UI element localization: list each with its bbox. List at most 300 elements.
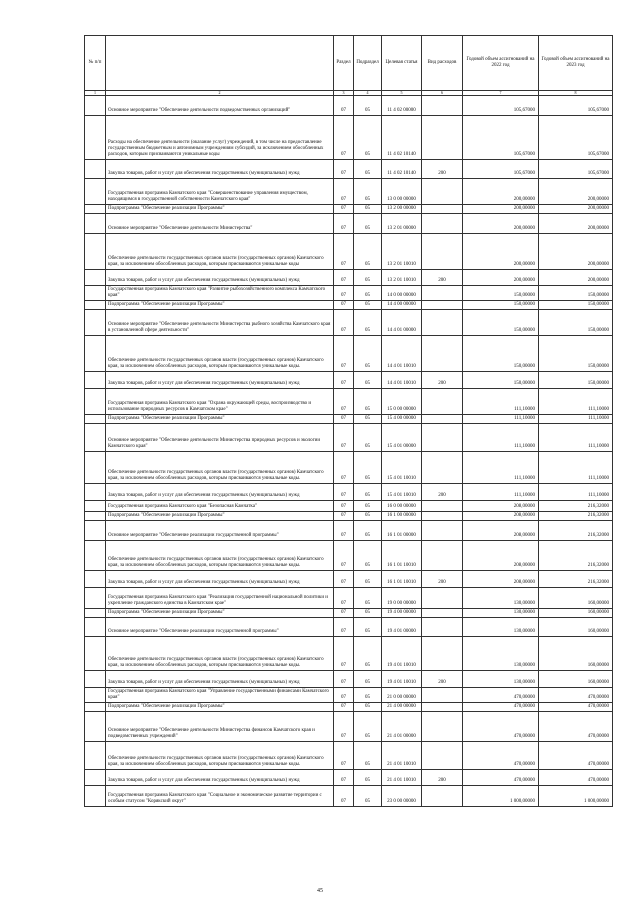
col-number: 2 (106, 91, 334, 96)
row-name-cell: Закупка товаров, работ и услуг для обеспечения государственных (муниципальных) нужд (106, 671, 334, 688)
row-section-cell: 07 (334, 372, 354, 389)
row-target-cell: 21 0 00 00000 (382, 688, 422, 703)
table-row (85, 301, 613, 310)
row-2022-cell: 470,00000 (463, 742, 539, 770)
row-number-cell (85, 588, 106, 609)
row-2022-cell: 130,00000 (463, 671, 539, 688)
row-subsection-cell: 05 (354, 609, 382, 618)
row-2022-cell: 111,10000 (463, 484, 539, 501)
row-exp-type-cell (422, 512, 463, 521)
row-2023-cell: 200,00000 (539, 179, 613, 205)
row-number-cell (85, 270, 106, 286)
row-exp-type-cell (422, 541, 463, 571)
row-2023-cell: 200,00000 (539, 205, 613, 214)
row-exp-type-cell (422, 609, 463, 618)
row-subsection-cell: 05 (354, 372, 382, 389)
row-section-cell: 07 (334, 671, 354, 688)
table-row (85, 703, 613, 712)
row-subsection-cell: 05 (354, 160, 382, 179)
row-subsection-cell: 05 (354, 415, 382, 424)
row-2022-cell: 150,00000 (463, 372, 539, 389)
row-subsection-cell: 05 (354, 671, 382, 688)
row-2022-cell: 130,00000 (463, 588, 539, 609)
row-number-cell (85, 521, 106, 541)
row-exp-type-cell (422, 501, 463, 512)
row-number-cell (85, 512, 106, 521)
table-row (85, 671, 613, 688)
row-exp-type-cell: 200 (422, 372, 463, 389)
row-2023-cell: 200,00000 (539, 234, 613, 270)
row-2023-cell: 470,00000 (539, 770, 613, 786)
row-subsection-cell: 05 (354, 234, 382, 270)
row-name-cell: Обеспечение деятельности государственных органов власти (государственных органов) Камчатского края, за исключением обособленных расходов, которым присваиваются уникальные коды. (106, 541, 334, 571)
row-name-cell: Обеспечение деятельности государственных органов власти (государственных органов) Камчатского края, за исключением обособленных расходов, которым присваиваются уникальные коды (106, 234, 334, 270)
row-name-cell: Государственная программа Камчатского края "Развитие рыбохозяйственного комплекса Камчатского края" (106, 286, 334, 301)
row-exp-type-cell (422, 116, 463, 160)
table-row (85, 452, 613, 484)
table-row (85, 637, 613, 671)
table-row (85, 609, 613, 618)
row-target-cell: 21 4 01 10010 (382, 770, 422, 786)
row-subsection-cell: 05 (354, 637, 382, 671)
row-number-cell (85, 415, 106, 424)
row-2023-cell: 105,67000 (539, 160, 613, 179)
row-section-cell: 07 (334, 571, 354, 588)
row-section-cell: 07 (334, 484, 354, 501)
table-row (85, 618, 613, 637)
row-exp-type-cell (422, 588, 463, 609)
row-2022-cell: 200,00000 (463, 205, 539, 214)
row-subsection-cell: 05 (354, 310, 382, 336)
row-number-cell (85, 541, 106, 571)
row-subsection-cell: 05 (354, 301, 382, 310)
row-section-cell: 07 (334, 770, 354, 786)
row-subsection-cell: 05 (354, 286, 382, 301)
row-subsection-cell: 05 (354, 452, 382, 484)
row-name-cell: Государственная программа Камчатского края "Социальное и экономическое развитие территории с особым статусом "Корякский округ" (106, 786, 334, 807)
row-2023-cell: 160,00000 (539, 637, 613, 671)
row-target-cell: 23 0 00 00000 (382, 786, 422, 807)
header-target: Целевая статья (382, 36, 422, 91)
table-row (85, 501, 613, 512)
row-number-cell (85, 671, 106, 688)
row-target-cell: 14 4 01 10010 (382, 372, 422, 389)
table-header-row (85, 36, 613, 91)
page-number: 45 (317, 888, 323, 894)
row-exp-type-cell (422, 742, 463, 770)
row-section-cell: 07 (334, 301, 354, 310)
row-number-cell (85, 637, 106, 671)
row-target-cell: 13 2 01 10010 (382, 234, 422, 270)
row-section-cell: 07 (334, 310, 354, 336)
table-row (85, 116, 613, 160)
row-name-cell: Государственная программа Камчатского края "Управление государственными финансами Камчатского края" (106, 688, 334, 703)
row-section-cell: 07 (334, 179, 354, 205)
row-2022-cell: 200,00000 (463, 270, 539, 286)
row-exp-type-cell: 200 (422, 270, 463, 286)
table-row (85, 389, 613, 415)
row-2022-cell: 111,10000 (463, 424, 539, 452)
table-row (85, 571, 613, 588)
table-body (85, 96, 613, 807)
row-section-cell: 07 (334, 521, 354, 541)
col-number: 8 (539, 91, 613, 96)
row-name-cell: Закупка товаров, работ и услуг для обеспечения государственных (муниципальных) нужд (106, 770, 334, 786)
row-section-cell: 07 (334, 452, 354, 484)
row-number-cell (85, 742, 106, 770)
row-2022-cell: 200,00000 (463, 179, 539, 205)
row-section-cell: 07 (334, 588, 354, 609)
row-number-cell (85, 609, 106, 618)
row-2022-cell: 150,00000 (463, 286, 539, 301)
row-2023-cell: 160,00000 (539, 618, 613, 637)
row-target-cell: 11 4 02 10140 (382, 160, 422, 179)
row-section-cell: 07 (334, 688, 354, 703)
row-2023-cell: 216,32000 (539, 521, 613, 541)
row-2023-cell: 111,10000 (539, 415, 613, 424)
row-exp-type-cell (422, 179, 463, 205)
row-section-cell: 07 (334, 512, 354, 521)
row-exp-type-cell (422, 452, 463, 484)
row-name-cell: Подпрограмма "Обеспечение реализации Программы" (106, 415, 334, 424)
col-number: 4 (354, 91, 382, 96)
row-2022-cell: 208,00000 (463, 571, 539, 588)
row-2022-cell: 208,00000 (463, 541, 539, 571)
row-2022-cell: 130,00000 (463, 618, 539, 637)
row-target-cell: 21 4 01 00000 (382, 712, 422, 742)
row-2023-cell: 216,32000 (539, 571, 613, 588)
header-section: Раздел (334, 36, 354, 91)
row-subsection-cell: 05 (354, 588, 382, 609)
table-row (85, 712, 613, 742)
row-subsection-cell: 05 (354, 214, 382, 234)
row-2023-cell: 111,10000 (539, 484, 613, 501)
row-2023-cell: 470,00000 (539, 703, 613, 712)
row-2023-cell: 216,32000 (539, 541, 613, 571)
row-section-cell: 07 (334, 286, 354, 301)
row-exp-type-cell (422, 637, 463, 671)
row-subsection-cell: 05 (354, 336, 382, 372)
row-exp-type-cell (422, 214, 463, 234)
row-name-cell: Основное мероприятие "Обеспечение реализации государственной программы" (106, 521, 334, 541)
row-exp-type-cell: 200 (422, 770, 463, 786)
table-row (85, 372, 613, 389)
header-2022: Годовой объем ассигнований на 2022 год (463, 36, 539, 91)
budget-table (84, 35, 613, 807)
row-2023-cell: 111,10000 (539, 424, 613, 452)
table-row (85, 521, 613, 541)
row-2023-cell: 150,00000 (539, 301, 613, 310)
row-section-cell: 07 (334, 205, 354, 214)
row-subsection-cell: 05 (354, 424, 382, 452)
table-row (85, 179, 613, 205)
row-exp-type-cell (422, 703, 463, 712)
row-section-cell: 07 (334, 214, 354, 234)
table-row (85, 588, 613, 609)
row-name-cell: Закупка товаров, работ и услуг для обеспечения государственных (муниципальных) нужд (106, 270, 334, 286)
row-number-cell (85, 234, 106, 270)
row-section-cell: 07 (334, 336, 354, 372)
row-exp-type-cell (422, 96, 463, 116)
row-2022-cell: 208,00000 (463, 512, 539, 521)
row-number-cell (85, 179, 106, 205)
row-target-cell: 19 4 01 10010 (382, 671, 422, 688)
row-2022-cell: 150,00000 (463, 301, 539, 310)
row-number-cell (85, 688, 106, 703)
row-target-cell: 13 2 01 00000 (382, 214, 422, 234)
row-subsection-cell: 05 (354, 712, 382, 742)
row-target-cell: 16 1 00 00000 (382, 512, 422, 521)
row-2023-cell: 150,00000 (539, 336, 613, 372)
table-row (85, 786, 613, 807)
row-section-cell: 07 (334, 424, 354, 452)
row-subsection-cell: 05 (354, 786, 382, 807)
row-exp-type-cell: 200 (422, 671, 463, 688)
row-section-cell: 07 (334, 96, 354, 116)
row-name-cell: Подпрограмма "Обеспечение реализации Программы" (106, 205, 334, 214)
row-name-cell: Основное мероприятие "Обеспечение деятельности Министерства финансов Камчатского края и подведомственных учреждений" (106, 712, 334, 742)
table-row (85, 484, 613, 501)
row-target-cell: 11 4 02 00000 (382, 96, 422, 116)
row-name-cell: Расходы на обеспечение деятельности (оказание услуг) учреждений, в том числе на предоставление государственным бюджетным и автономным учреждениям субсидий, за исключением обособленных расходов, которым присваиваются уникальные коды (106, 116, 334, 160)
row-name-cell: Подпрограмма "Обеспечение реализации Программы" (106, 703, 334, 712)
row-target-cell: 14 4 01 00000 (382, 310, 422, 336)
row-target-cell: 14 0 00 00000 (382, 286, 422, 301)
table-row (85, 742, 613, 770)
row-section-cell: 07 (334, 234, 354, 270)
row-2023-cell: 470,00000 (539, 688, 613, 703)
row-name-cell: Основное мероприятие "Обеспечение деятельности Министерства рыбного хозяйства Камчатского края в установленной сфере деятельности" (106, 310, 334, 336)
row-2022-cell: 130,00000 (463, 609, 539, 618)
row-subsection-cell: 05 (354, 742, 382, 770)
table-row (85, 770, 613, 786)
row-name-cell: Основное мероприятие "Обеспечение деятельности Министерства природных ресурсов и экологии Камчатского края" (106, 424, 334, 452)
row-2023-cell: 160,00000 (539, 671, 613, 688)
row-name-cell: Основное мероприятие "Обеспечение реализации государственной программы" (106, 618, 334, 637)
row-name-cell: Основное мероприятие "Обеспечение деятельности подведомственных организаций" (106, 96, 334, 116)
row-subsection-cell: 05 (354, 618, 382, 637)
row-number-cell (85, 424, 106, 452)
row-exp-type-cell (422, 389, 463, 415)
row-2022-cell: 105,67000 (463, 96, 539, 116)
row-target-cell: 15 4 01 00000 (382, 424, 422, 452)
row-number-cell (85, 301, 106, 310)
row-subsection-cell: 05 (354, 270, 382, 286)
row-exp-type-cell (422, 688, 463, 703)
row-2023-cell: 200,00000 (539, 270, 613, 286)
table-row (85, 310, 613, 336)
row-section-cell: 07 (334, 618, 354, 637)
row-section-cell: 07 (334, 712, 354, 742)
row-target-cell: 21 4 00 00000 (382, 703, 422, 712)
row-name-cell: Закупка товаров, работ и услуг для обеспечения государственных (муниципальных) нужд (106, 160, 334, 179)
row-subsection-cell: 05 (354, 389, 382, 415)
row-target-cell: 14 4 01 10010 (382, 336, 422, 372)
row-target-cell: 16 0 00 00000 (382, 501, 422, 512)
row-section-cell: 07 (334, 703, 354, 712)
row-exp-type-cell (422, 286, 463, 301)
row-name-cell: Обеспечение деятельности государственных органов власти (государственных органов) Камчатского края, за исключением обособленных расходов, которым присваиваются уникальные коды. (106, 637, 334, 671)
row-2023-cell: 105,67000 (539, 116, 613, 160)
row-target-cell: 16 1 01 10010 (382, 541, 422, 571)
col-number: 1 (85, 91, 106, 96)
table-row (85, 214, 613, 234)
header-subsection: Подраздел (354, 36, 382, 91)
row-target-cell: 15 0 00 00000 (382, 389, 422, 415)
col-number: 3 (334, 91, 354, 96)
row-name-cell: Государственная программа Камчатского края "Совершенствование управления имуществом, находящимся в государственной собственности Камчатского края" (106, 179, 334, 205)
row-2023-cell: 160,00000 (539, 609, 613, 618)
row-subsection-cell: 05 (354, 770, 382, 786)
row-number-cell (85, 501, 106, 512)
header-name (106, 36, 334, 91)
row-target-cell: 13 2 00 00000 (382, 205, 422, 214)
row-target-cell: 16 1 01 00000 (382, 521, 422, 541)
row-name-cell: Закупка товаров, работ и услуг для обеспечения государственных (муниципальных) нужд (106, 484, 334, 501)
table-row (85, 270, 613, 286)
table-row (85, 688, 613, 703)
row-2022-cell: 150,00000 (463, 336, 539, 372)
row-name-cell: Подпрограмма "Обеспечение реализации Программы" (106, 609, 334, 618)
row-section-cell: 07 (334, 160, 354, 179)
row-exp-type-cell (422, 205, 463, 214)
row-exp-type-cell: 200 (422, 484, 463, 501)
row-target-cell: 13 0 00 00000 (382, 179, 422, 205)
row-exp-type-cell (422, 424, 463, 452)
row-exp-type-cell (422, 415, 463, 424)
row-name-cell: Закупка товаров, работ и услуг для обеспечения государственных (муниципальных) нужд (106, 571, 334, 588)
row-number-cell (85, 214, 106, 234)
row-2022-cell: 470,00000 (463, 703, 539, 712)
row-section-cell: 07 (334, 541, 354, 571)
row-name-cell: Подпрограмма "Обеспечение реализации Программы" (106, 301, 334, 310)
col-number: 5 (382, 91, 422, 96)
row-2022-cell: 150,00000 (463, 310, 539, 336)
row-number-cell (85, 571, 106, 588)
row-exp-type-cell: 200 (422, 571, 463, 588)
row-exp-type-cell: 200 (422, 160, 463, 179)
row-2022-cell: 105,67000 (463, 116, 539, 160)
row-number-cell (85, 770, 106, 786)
row-2023-cell: 1 000,00000 (539, 786, 613, 807)
row-name-cell: Основное мероприятие "Обеспечение деятельности Министерства" (106, 214, 334, 234)
row-2023-cell: 150,00000 (539, 310, 613, 336)
row-target-cell: 14 4 00 00000 (382, 301, 422, 310)
row-name-cell: Обеспечение деятельности государственных органов власти (государственных органов) Камчатского края, за исключением обособленных расходов, которым присваиваются уникальные коды. (106, 452, 334, 484)
row-target-cell: 19 4 01 10010 (382, 637, 422, 671)
row-name-cell: Государственная программа Камчатского края "Охрана окружающей среды, воспроизводство и использование природных ресурсов в Камчатском крае" (106, 389, 334, 415)
row-section-cell: 07 (334, 637, 354, 671)
row-2023-cell: 470,00000 (539, 742, 613, 770)
row-number-cell (85, 389, 106, 415)
row-section-cell: 07 (334, 501, 354, 512)
row-number-cell (85, 336, 106, 372)
row-subsection-cell: 05 (354, 484, 382, 501)
row-number-cell (85, 618, 106, 637)
row-exp-type-cell (422, 336, 463, 372)
table-row (85, 512, 613, 521)
row-exp-type-cell (422, 301, 463, 310)
row-2023-cell: 111,10000 (539, 452, 613, 484)
row-section-cell: 07 (334, 742, 354, 770)
row-section-cell: 07 (334, 116, 354, 160)
col-number: 7 (463, 91, 539, 96)
row-number-cell (85, 116, 106, 160)
row-number-cell (85, 452, 106, 484)
row-2022-cell: 200,00000 (463, 214, 539, 234)
row-2022-cell: 208,00000 (463, 521, 539, 541)
row-2022-cell: 470,00000 (463, 770, 539, 786)
row-subsection-cell: 05 (354, 571, 382, 588)
row-target-cell: 13 2 01 10010 (382, 270, 422, 286)
table-row (85, 336, 613, 372)
row-2023-cell: 216,32000 (539, 512, 613, 521)
row-exp-type-cell (422, 310, 463, 336)
row-name-cell: Подпрограмма "Обеспечение реализации Программы" (106, 512, 334, 521)
row-section-cell: 07 (334, 609, 354, 618)
row-name-cell: Обеспечение деятельности государственных органов власти (государственных органов) Камчатского края, за исключением обособленных расходов, которым присваиваются уникальные коды. (106, 336, 334, 372)
row-exp-type-cell (422, 786, 463, 807)
row-2022-cell: 200,00000 (463, 234, 539, 270)
row-2023-cell: 111,10000 (539, 389, 613, 415)
row-target-cell: 19 4 01 00000 (382, 618, 422, 637)
row-exp-type-cell (422, 618, 463, 637)
table-row (85, 96, 613, 116)
row-target-cell: 15 4 00 00000 (382, 415, 422, 424)
row-2022-cell: 208,00000 (463, 501, 539, 512)
row-subsection-cell: 05 (354, 116, 382, 160)
row-subsection-cell: 05 (354, 703, 382, 712)
row-subsection-cell: 05 (354, 179, 382, 205)
row-name-cell: Закупка товаров, работ и услуг для обеспечения государственных (муниципальных) нужд (106, 372, 334, 389)
table-row (85, 415, 613, 424)
row-exp-type-cell (422, 712, 463, 742)
row-number-cell (85, 703, 106, 712)
row-2022-cell: 111,10000 (463, 452, 539, 484)
table-row (85, 234, 613, 270)
row-exp-type-cell (422, 234, 463, 270)
row-subsection-cell: 05 (354, 501, 382, 512)
row-target-cell: 16 1 01 10010 (382, 571, 422, 588)
row-2023-cell: 160,00000 (539, 588, 613, 609)
row-subsection-cell: 05 (354, 96, 382, 116)
row-section-cell: 07 (334, 389, 354, 415)
row-name-cell: Государственная программа Камчатского края "Безопасная Камчатка" (106, 501, 334, 512)
row-section-cell: 07 (334, 786, 354, 807)
row-subsection-cell: 05 (354, 521, 382, 541)
row-2022-cell: 470,00000 (463, 688, 539, 703)
header-exp-type: Вид расходов (422, 36, 463, 91)
row-subsection-cell: 05 (354, 205, 382, 214)
row-exp-type-cell (422, 521, 463, 541)
row-target-cell: 19 0 00 00000 (382, 588, 422, 609)
row-number-cell (85, 712, 106, 742)
row-2022-cell: 1 000,00000 (463, 786, 539, 807)
row-2022-cell: 111,10000 (463, 415, 539, 424)
row-section-cell: 07 (334, 270, 354, 286)
header-2023: Годовой объем ассигнований на 2023 год (539, 36, 613, 91)
row-2023-cell: 105,67000 (539, 96, 613, 116)
row-2023-cell: 150,00000 (539, 286, 613, 301)
row-subsection-cell: 05 (354, 688, 382, 703)
row-number-cell (85, 372, 106, 389)
table-row (85, 205, 613, 214)
table-row (85, 424, 613, 452)
row-target-cell: 19 4 00 00000 (382, 609, 422, 618)
row-name-cell: Государственная программа Камчатского края "Реализация государственной национальной политики и укрепление гражданского единства в Камчатском крае" (106, 588, 334, 609)
row-number-cell (85, 310, 106, 336)
row-2023-cell: 200,00000 (539, 214, 613, 234)
